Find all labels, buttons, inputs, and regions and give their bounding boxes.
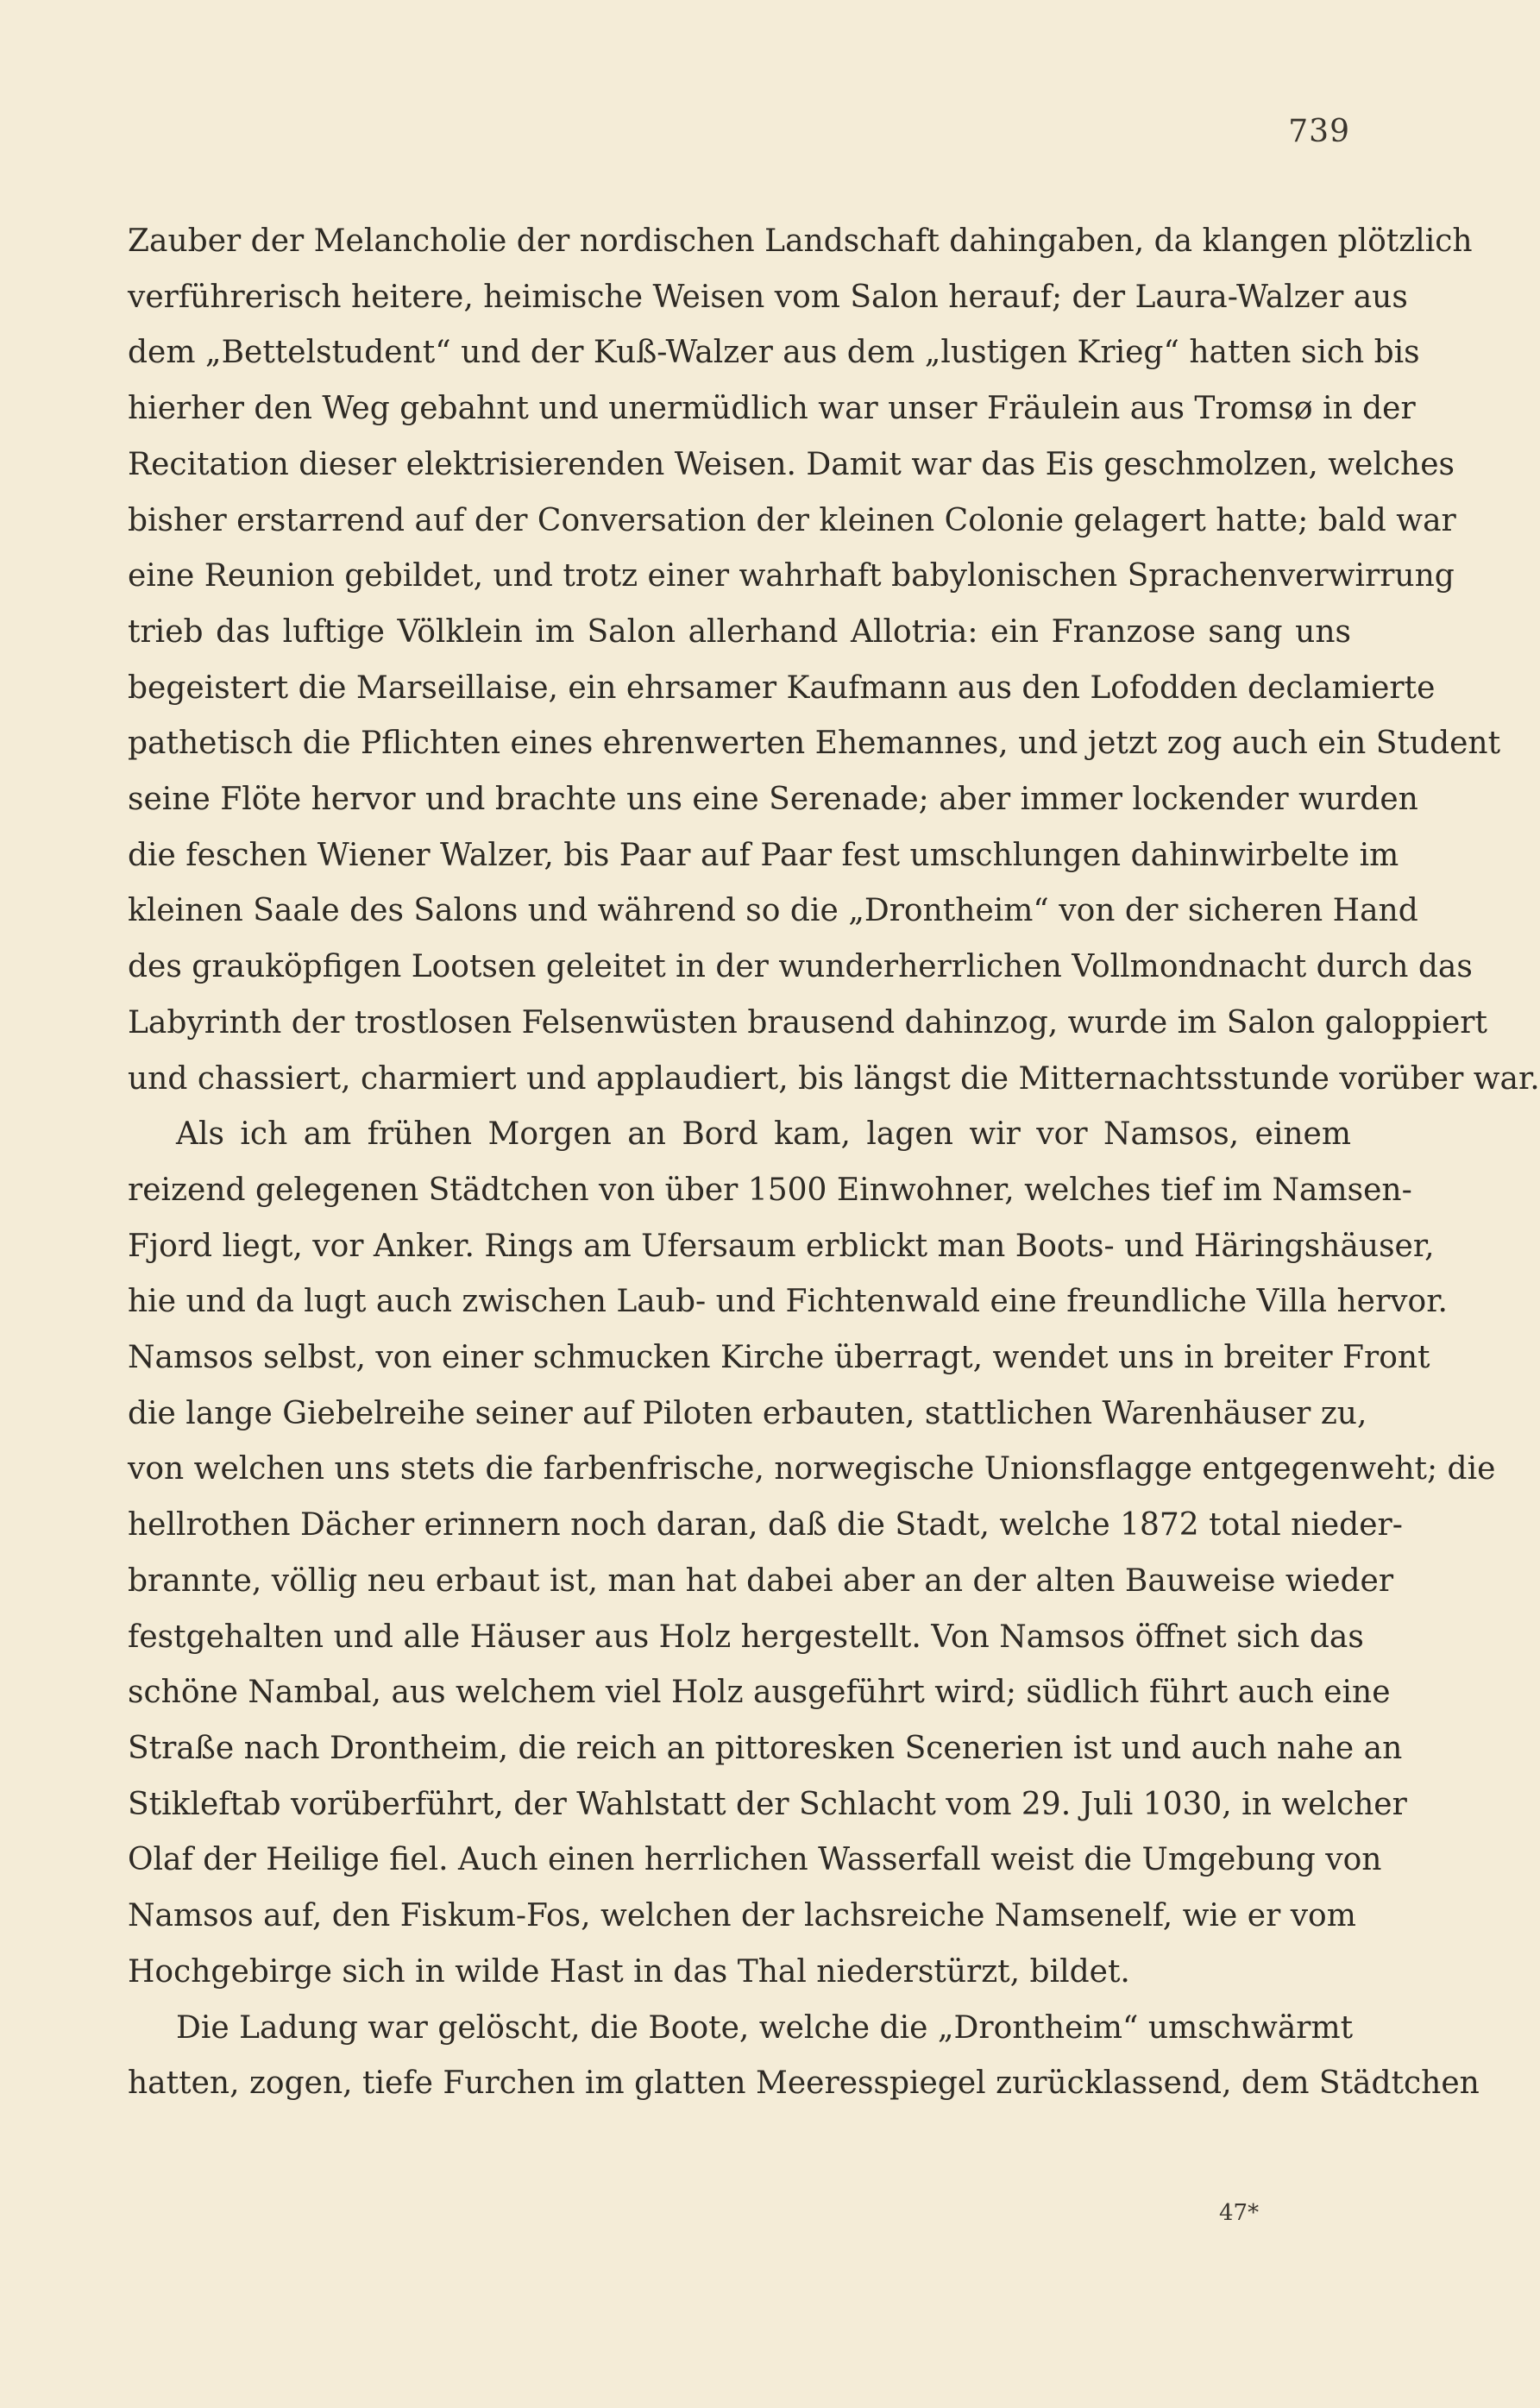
text-line: trieb das luftige Völklein im Salon allerhand Allotria: ein Franzose sang uns (128, 613, 1351, 650)
text-line: Hochgebirge sich in wilde Hast in das Thal niederstürzt, bildet. (128, 1953, 1130, 1990)
text-line: Labyrinth der trostlosen Felsenwüsten brausend dahinzog, wurde im Salon galoppiert (128, 1004, 1487, 1041)
text-line: hie und da lugt auch zwischen Laub- und Fichtenwald eine freundliche Villa hervor. (128, 1284, 1448, 1320)
body-text (128, 214, 1540, 2112)
text-line: Olaf der Heilige fiel. Auch einen herrlichen Wasserfall weist die Umgebung von (128, 1842, 1382, 1878)
text-line: die lange Giebelreihe seiner auf Piloten erbauten, stattlichen Warenhäuser zu, (128, 1395, 1367, 1431)
text-line: Straße nach Drontheim, die reich an pittoresken Scenerien ist und auch nahe an (128, 1730, 1403, 1766)
text-line: Als ich am frühen Morgen an Bord kam, lagen wir vor Namsos, einem (176, 1116, 1351, 1153)
signature-mark: 47* (1219, 2200, 1260, 2226)
text-line: verführerisch heitere, heimische Weisen vom Salon herauf; der Laura-Walzer aus (128, 279, 1408, 315)
text-line: Zauber der Melancholie der nordischen Landschaft dahingaben, da klangen plötzlich (128, 223, 1473, 259)
text-line: Die Ladung war gelöscht, die Boote, welche die „Drontheim“ umschwärmt (176, 2009, 1354, 2046)
text-line: von welchen uns stets die farbenfrische, norwegische Unionsflagge entgegenweht; die (128, 1451, 1496, 1487)
text-line: begeistert die Marseillaise, ein ehrsamer Kaufmann aus den Lofodden declamierte (128, 670, 1436, 706)
text-line: des grauköpfigen Lootsen geleitet in der wunderherrlichen Vollmondnacht durch das (128, 949, 1473, 985)
text-line: hierher den Weg gebahnt und unermüdlich war unser Fräulein aus Tromsø in der (128, 391, 1416, 427)
text-line: bisher erstarrend auf der Conversation der kleinen Colonie gelagert hatte; bald war (128, 502, 1456, 538)
text-line: hellrothen Dächer erinnern noch daran, daß die Stadt, welche 1872 total nieder- (128, 1507, 1403, 1544)
text-line: pathetisch die Pflichten eines ehrenwerten Ehemannes, und jetzt zog auch ein Student (128, 726, 1501, 762)
text-line: festgehalten und alle Häuser aus Holz hergestellt. Von Namsos öffnet sich das (128, 1619, 1364, 1655)
text-line: Namsos auf, den Fiskum-Fos, welchen der lachsreiche Namsenelf, wie er vom (128, 1898, 1356, 1934)
text-line: reizend gelegenen Städtchen von über 1500 Einwohner, welches tief im Namsen- (128, 1172, 1412, 1208)
text-line: Fjord liegt, vor Anker. Rings am Ufersaum erblickt man Boots- und Häringshäuser, (128, 1228, 1435, 1264)
text-line: dem „Bettelstudent“ und der Kuß-Walzer aus dem „lustigen Krieg“ hatten sich bis (128, 335, 1420, 371)
text-line: seine Flöte hervor und brachte uns eine Serenade; aber immer lockender wurden (128, 782, 1418, 818)
text-line: Namsos selbst, von einer schmucken Kirche überragt, wendet uns in breiter Front (128, 1340, 1430, 1376)
text-line: eine Reunion gebildet, und trotz einer wahrhaft babylonischen Sprachenverwirrung (128, 558, 1455, 594)
text-line: Stikleftab vorüberführt, der Wahlstatt der Schlacht vom 29. Juli 1030, in welcher (128, 1786, 1407, 1822)
text-line: die feschen Wiener Walzer, bis Paar auf Paar fest umschlungen dahinwirbelte im (128, 837, 1399, 873)
page-number: 739 (1288, 114, 1350, 149)
text-line: kleinen Saale des Salons und während so die „Drontheim“ von der sicheren Hand (128, 893, 1418, 929)
text-line: schöne Nambal, aus welchem viel Holz ausgeführt wird; südlich führt auch eine (128, 1675, 1391, 1711)
text-line: und chassiert, charmiert und applaudiert, bis längst die Mitternachtsstunde vorüber war. (128, 1060, 1540, 1097)
text-line: brannte, völlig neu erbaut ist, man hat dabei aber an der alten Bauweise wieder (128, 1562, 1394, 1599)
text-line: hatten, zogen, tiefe Furchen im glatten Meeresspiegel zurücklassend, dem Städtchen (128, 2065, 1480, 2102)
text-line: Recitation dieser elektrisierenden Weisen. Damit war das Eis geschmolzen, welches (128, 446, 1455, 482)
